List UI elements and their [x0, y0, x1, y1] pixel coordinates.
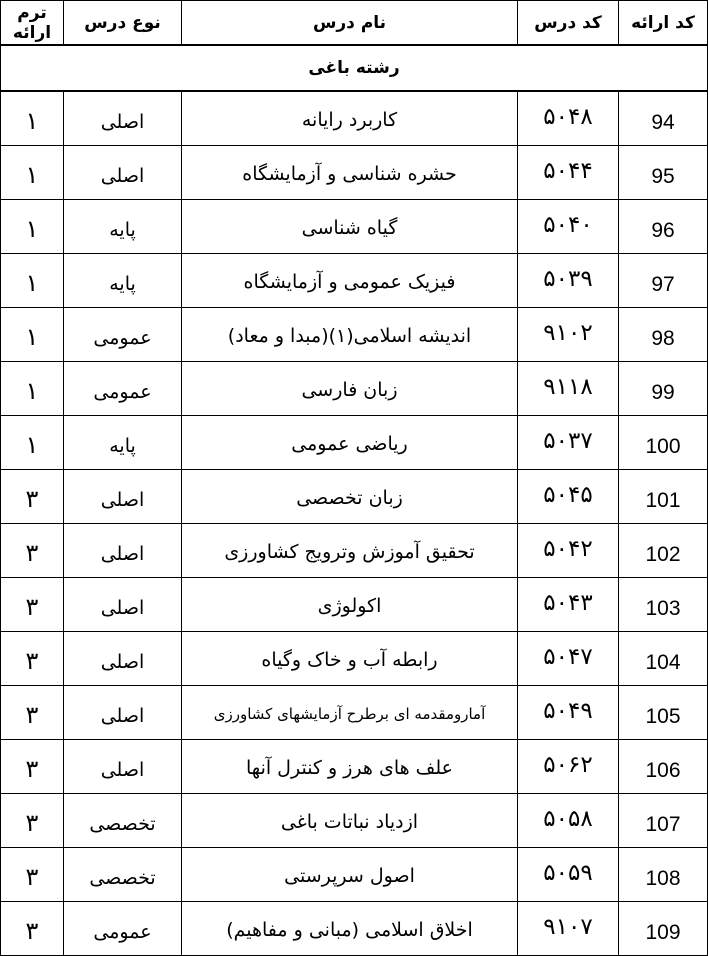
course-code-cell: ۹۱۰۲: [518, 308, 619, 362]
course-name-cell: اصول سرپرستی: [182, 848, 518, 902]
type-cell: تخصصی: [64, 848, 182, 902]
header-type: نوع درس: [64, 1, 182, 46]
term-cell: ۱: [1, 146, 64, 200]
term-cell: ۳: [1, 470, 64, 524]
type-cell: اصلی: [64, 146, 182, 200]
course-name-cell: کاربرد رایانه: [182, 91, 518, 146]
offer-code-cell: 95: [619, 146, 708, 200]
course-name-cell: اندیشه اسلامی(۱)(مبدا و معاد): [182, 308, 518, 362]
type-cell: عمومی: [64, 902, 182, 956]
table-row: [1, 686, 708, 740]
header-code: کد درس: [518, 1, 619, 46]
course-name-cell: زبان فارسی: [182, 362, 518, 416]
course-code-cell: ۵۰۵۹: [518, 848, 619, 902]
type-cell: اصلی: [64, 524, 182, 578]
section-title: رشته باغی: [1, 45, 708, 91]
header-term: ترم ارائه: [1, 1, 64, 46]
section-row: [1, 45, 708, 91]
course-name-cell: علف های هرز و کنترل آنها: [182, 740, 518, 794]
course-name-cell: رابطه آب و خاک وگیاه: [182, 632, 518, 686]
term-cell: ۱: [1, 416, 64, 470]
term-cell: ۳: [1, 524, 64, 578]
term-cell: ۳: [1, 686, 64, 740]
table-row: [1, 146, 708, 200]
offer-code-cell: 101: [619, 470, 708, 524]
course-name-cell: گیاه شناسی: [182, 200, 518, 254]
course-code-cell: ۵۰۴۹: [518, 686, 619, 740]
type-cell: اصلی: [64, 470, 182, 524]
table-row: [1, 254, 708, 308]
offer-code-cell: 105: [619, 686, 708, 740]
course-code-cell: ۵۰۴۳: [518, 578, 619, 632]
term-cell: ۳: [1, 632, 64, 686]
table-row: [1, 632, 708, 686]
table-row: [1, 200, 708, 254]
course-code-cell: ۵۰۴۲: [518, 524, 619, 578]
header-row: [1, 1, 708, 46]
term-cell: ۳: [1, 578, 64, 632]
table-row: [1, 470, 708, 524]
table-row: [1, 848, 708, 902]
course-name-cell: ازدیاد نباتات باغی: [182, 794, 518, 848]
course-name-cell: ریاضی عمومی: [182, 416, 518, 470]
offer-code-cell: 100: [619, 416, 708, 470]
course-name-cell: اخلاق اسلامی (مبانی و مفاهیم): [182, 902, 518, 956]
course-code-cell: ۵۰۵۸: [518, 794, 619, 848]
offer-code-cell: 102: [619, 524, 708, 578]
term-cell: ۳: [1, 740, 64, 794]
table-row: [1, 794, 708, 848]
offer-code-cell: 104: [619, 632, 708, 686]
course-name-cell: آمارومقدمه ای برطرح آزمایشهای کشاورزی: [182, 686, 518, 740]
term-cell: ۳: [1, 794, 64, 848]
course-name-cell: حشره شناسی و آزمایشگاه: [182, 146, 518, 200]
offer-code-cell: 96: [619, 200, 708, 254]
offer-code-cell: 109: [619, 902, 708, 956]
term-cell: ۳: [1, 902, 64, 956]
offer-code-cell: 98: [619, 308, 708, 362]
course-code-cell: ۵۰۴۴: [518, 146, 619, 200]
type-cell: اصلی: [64, 740, 182, 794]
course-name-cell: اکولوژی: [182, 578, 518, 632]
header-name: نام درس: [182, 1, 518, 46]
table-row: [1, 416, 708, 470]
table-row: [1, 308, 708, 362]
header-offer: کد ارائه: [619, 1, 708, 46]
course-name-cell: زبان تخصصی: [182, 470, 518, 524]
course-code-cell: ۵۰۳۷: [518, 416, 619, 470]
course-code-cell: ۵۰۶۲: [518, 740, 619, 794]
type-cell: اصلی: [64, 91, 182, 146]
term-cell: ۱: [1, 200, 64, 254]
term-cell: ۱: [1, 91, 64, 146]
offer-code-cell: 106: [619, 740, 708, 794]
term-cell: ۱: [1, 308, 64, 362]
course-code-cell: ۹۱۱۸: [518, 362, 619, 416]
table-row: [1, 91, 708, 146]
course-name-cell: فیزیک عمومی و آزمایشگاه: [182, 254, 518, 308]
type-cell: اصلی: [64, 578, 182, 632]
course-code-cell: ۵۰۴۵: [518, 470, 619, 524]
offer-code-cell: 97: [619, 254, 708, 308]
type-cell: اصلی: [64, 686, 182, 740]
course-code-cell: ۵۰۴۰: [518, 200, 619, 254]
course-code-cell: ۵۰۴۸: [518, 91, 619, 146]
type-cell: تخصصی: [64, 794, 182, 848]
offer-code-cell: 107: [619, 794, 708, 848]
term-cell: ۱: [1, 254, 64, 308]
course-name-cell: تحقیق آموزش وترویج کشاورزی: [182, 524, 518, 578]
offer-code-cell: 103: [619, 578, 708, 632]
offer-code-cell: 94: [619, 91, 708, 146]
table-row: [1, 902, 708, 956]
type-cell: پایه: [64, 416, 182, 470]
type-cell: عمومی: [64, 308, 182, 362]
type-cell: اصلی: [64, 632, 182, 686]
term-cell: ۳: [1, 848, 64, 902]
type-cell: عمومی: [64, 362, 182, 416]
term-cell: ۱: [1, 362, 64, 416]
type-cell: پایه: [64, 200, 182, 254]
course-code-cell: ۵۰۳۹: [518, 254, 619, 308]
offer-code-cell: 108: [619, 848, 708, 902]
course-code-cell: ۹۱۰۷: [518, 902, 619, 956]
table-row: [1, 524, 708, 578]
table-row: [1, 740, 708, 794]
course-code-cell: ۵۰۴۷: [518, 632, 619, 686]
type-cell: پایه: [64, 254, 182, 308]
table-row: [1, 362, 708, 416]
table-row: [1, 578, 708, 632]
offer-code-cell: 99: [619, 362, 708, 416]
